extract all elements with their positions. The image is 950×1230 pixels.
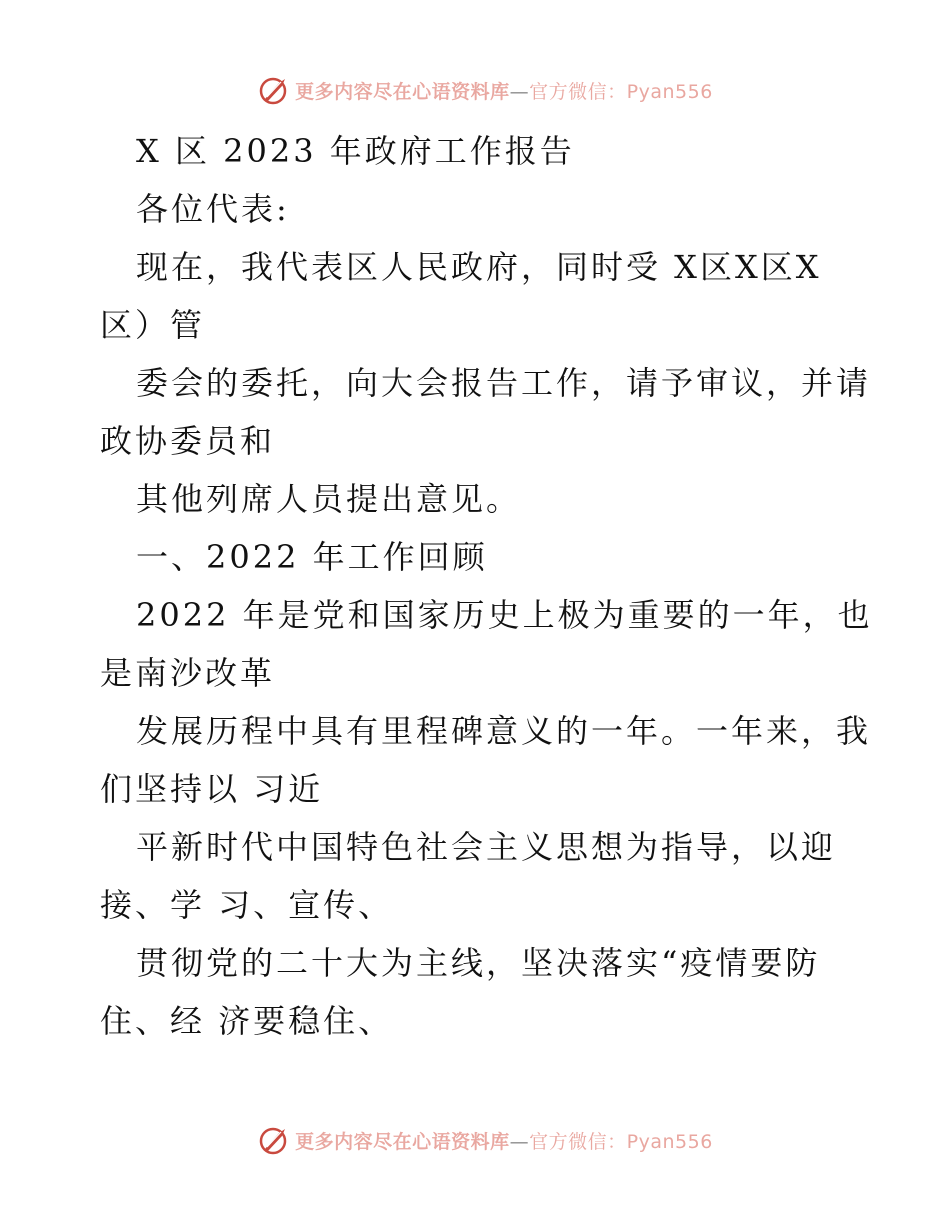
text-line: 平新时代中国特色社会主义思想为指导，以迎 bbox=[136, 828, 837, 866]
header-banner bbox=[0, 70, 950, 110]
banner-separator: — bbox=[509, 1130, 530, 1153]
quill-logo-icon bbox=[257, 73, 291, 107]
banner-separator: — bbox=[509, 80, 530, 103]
banner-main-text: 更多内容尽在心语资料库 bbox=[295, 80, 510, 103]
section-heading: 一、2022 年工作回顾 bbox=[136, 538, 488, 576]
text-line: 2022 年是党和国家历史上极为重要的一年，也 bbox=[136, 596, 873, 634]
text-line: 政协委员和 bbox=[100, 422, 276, 460]
text-line: 贯彻党的二十大为主线，坚决落实“疫情要防 bbox=[136, 944, 821, 982]
banner-main-text: 更多内容尽在心语资料库 bbox=[295, 1130, 510, 1153]
text-line: 是南沙改革 bbox=[100, 654, 276, 692]
text-line: 现在，我代表区人民政府，同时受 X区X区X bbox=[136, 248, 822, 286]
document-body bbox=[100, 122, 873, 1050]
text-line: 委会的委托，向大会报告工作，请予审议，并请 bbox=[136, 364, 872, 402]
footer-banner bbox=[0, 1120, 950, 1160]
text-line: 住、经 济要稳住、 bbox=[100, 1002, 394, 1040]
banner-content bbox=[257, 1123, 713, 1157]
salutation: 各位代表: bbox=[136, 190, 290, 228]
text-line: 接、学 习、宣传、 bbox=[100, 886, 394, 924]
quill-logo-icon bbox=[257, 1123, 291, 1157]
text-line: 发展历程中具有里程碑意义的一年。一年来，我 bbox=[136, 712, 872, 750]
banner-content bbox=[257, 73, 713, 107]
banner-contact-text: 官方微信：Pyan556 bbox=[529, 80, 713, 103]
document-title: X 区 2023 年政府工作报告 bbox=[136, 132, 575, 170]
banner-contact-text: 官方微信：Pyan556 bbox=[529, 1130, 713, 1153]
text-line: 区）管 bbox=[100, 306, 206, 344]
text-line: 们坚持以 习近 bbox=[100, 770, 324, 808]
text-line: 其他列席人员提出意见。 bbox=[136, 480, 522, 518]
